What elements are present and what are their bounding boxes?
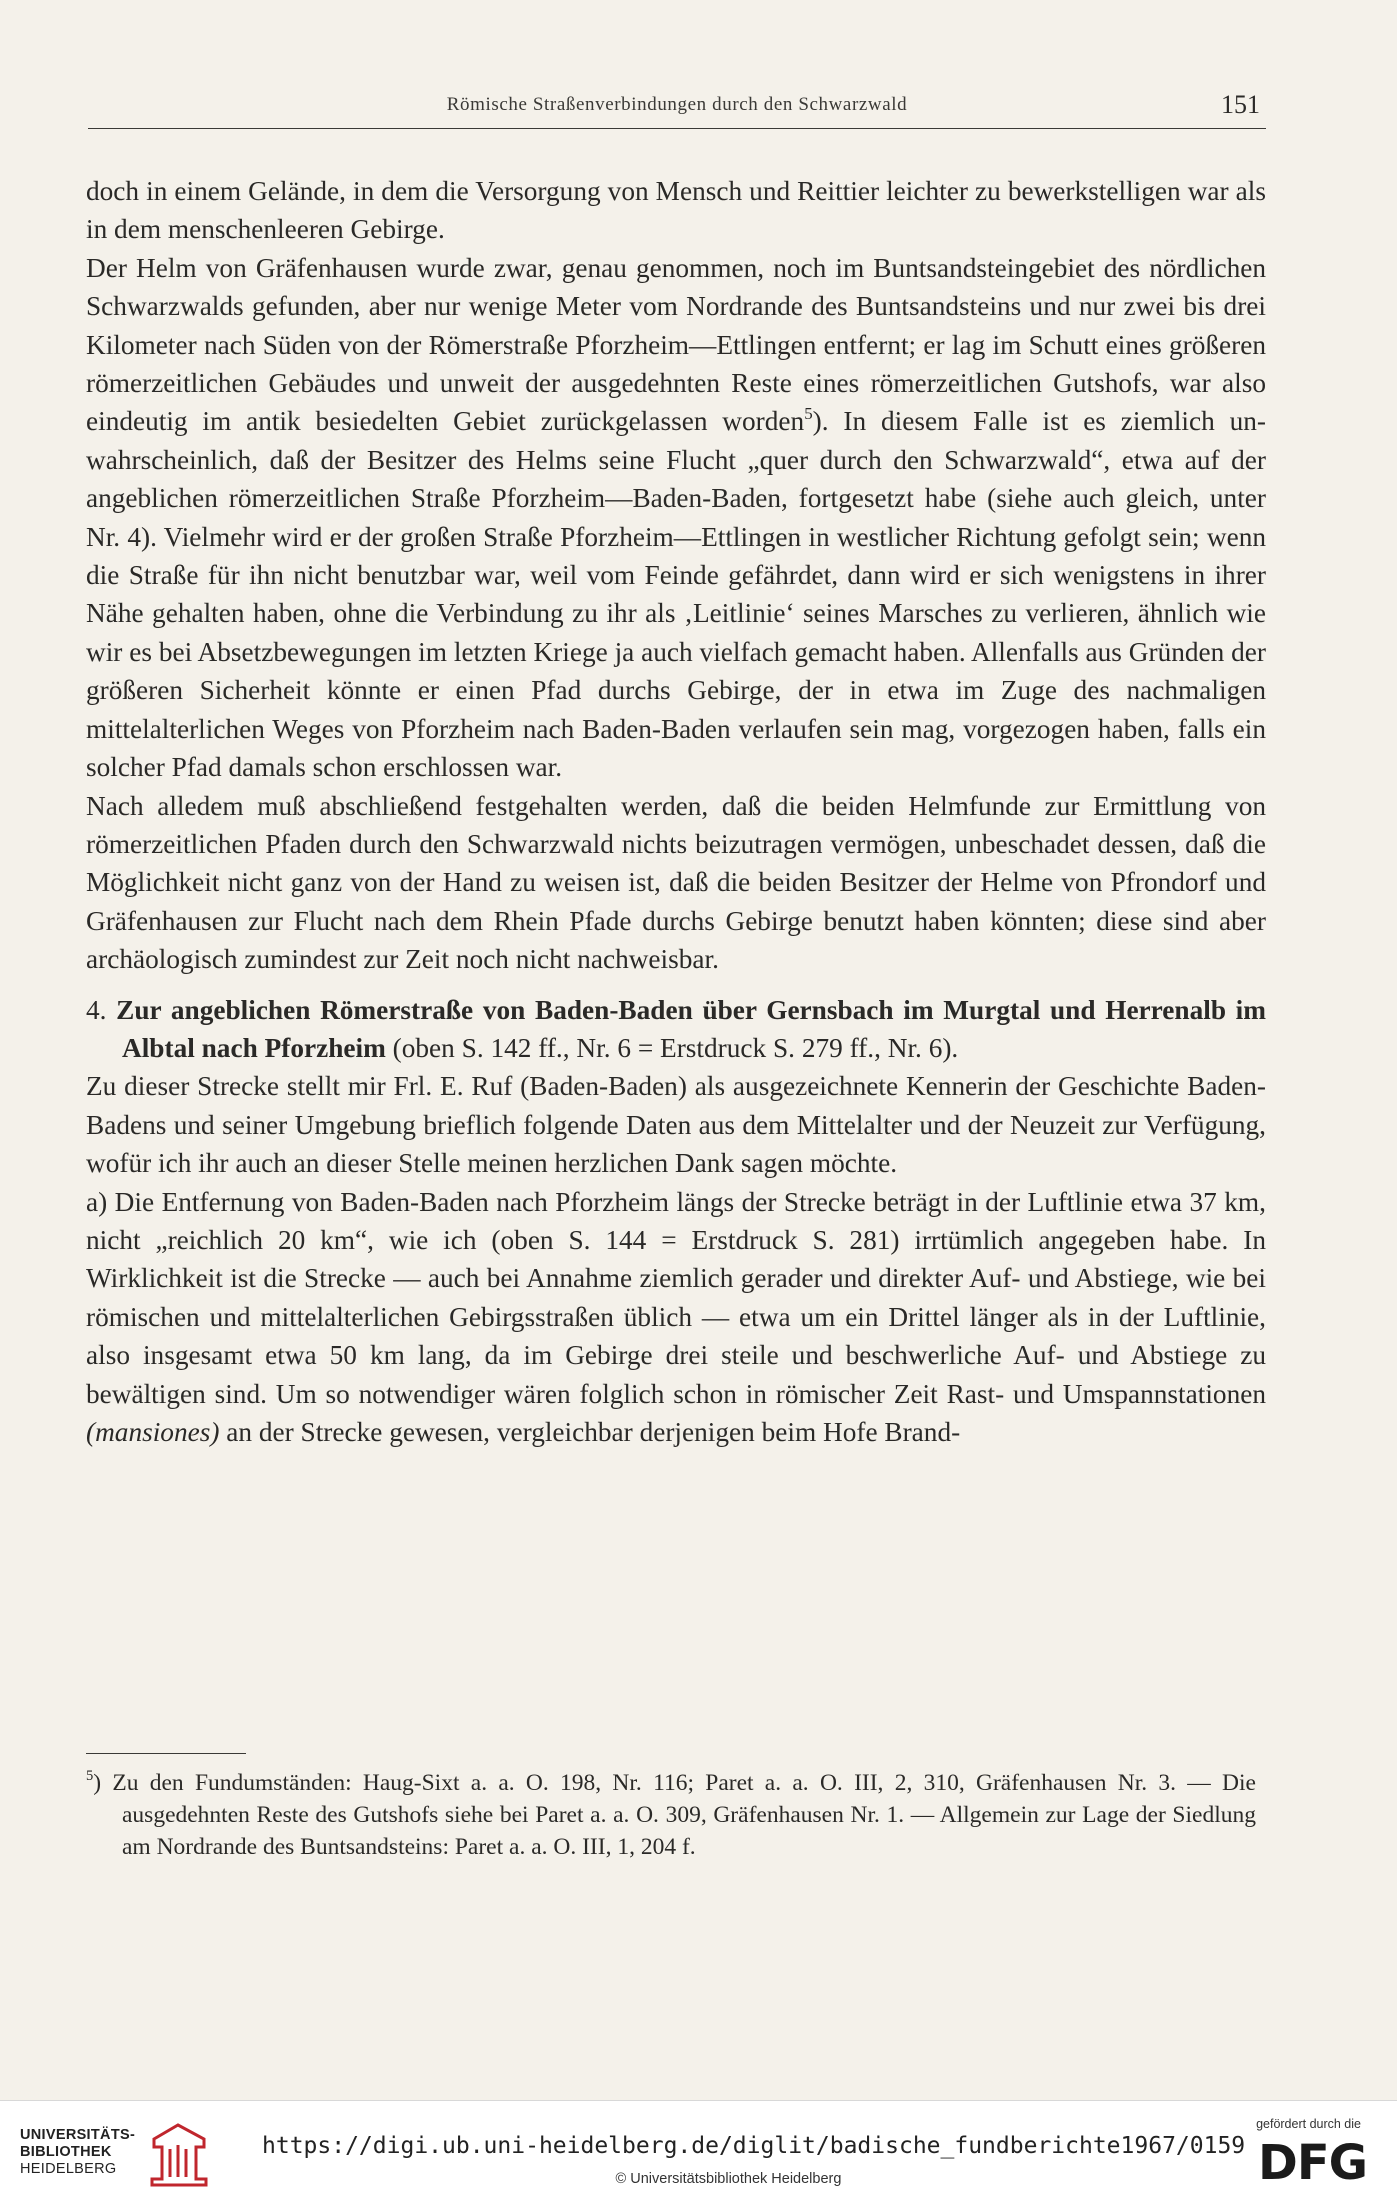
- footnote-text: ) Zu den Fundumständen: Haug-Sixt a. a. O. 198, Nr. 116; Paret a. a. O. III, 2, 310, Gräfenhausen Nr. 3. — Die ausgedehnten Reste des Gutshofs siehe bei Paret a. a. O. 309, Gräfenhausen Nr. 1. — Allgemein zur Lage der Siedlung am Nordrande des Buntsandsteins: Paret a. a. O. III, 1, 204 f.: [93, 1770, 1256, 1860]
- page-number: 151: [1221, 90, 1260, 119]
- section-heading: [86, 991, 1266, 1068]
- library-name-line: HEIDELBERG: [20, 2161, 117, 2177]
- paragraph: [86, 249, 1266, 787]
- footnote-divider: [86, 1753, 246, 1754]
- library-name-line: UNIVERSITÄTS-: [20, 2127, 136, 2143]
- paragraph-text: Der Helm von Gräfenhausen wurde zwar, genau genommen, noch im Buntsandsteingebiet des nördlichen Schwarzwalds gefunden, aber nur wenige Meter vom Nordrande des Buntsandsteins und nur zwei bis drei Kilometer nach Süden von der Römerstraße Pforzheim—Ettlingen entfernt; er lag im Schutt eines größeren römerzeitlichen Gebäudes und unweit der ausgedehnten Reste eines römerzeitlichen Gutshofs, war also eindeutig im antik besiedelten Gebiet zurückgelassen worden: [86, 252, 1266, 437]
- library-name-line: BIBLIOTHEK: [20, 2144, 112, 2160]
- dfg-logo[interactable]: DFG: [1257, 2135, 1367, 2191]
- funding-caption: gefördert durch die: [1256, 2117, 1361, 2131]
- body-text: [86, 172, 1266, 1451]
- footnote: [86, 1767, 1256, 1863]
- running-head: [88, 88, 1266, 129]
- paragraph-text: ). In diesem Falle ist es ziemlich unwahrscheinlich, daß der Besitzer des Helms seine Flucht „quer durch den Schwarzwald“, etwa auf der angeblichen römerzeitlichen Straße Pforzheim—Baden-Baden, fortgesetzt habe (siehe auch gleich, unter Nr. 4). Vielmehr wird er der großen Straße Pforzheim—Ettlingen in westlicher Richtung gefolgt sein; wenn die Straße für ihn nicht benutzbar war, weil vom Feinde gefährdet, dann wird er sich wenigstens in ihrer Nähe gehalten haben, ohne die Verbindung zu ihr als ‚Leitlinie‘ seines Marsches zu verlieren, ähnlich wie wir es bei Absetzbewegungen im letzten Kriege ja auch vielfach gemacht haben. Allenfalls aus Gründen der größeren Sicherheit könnte er einen Pfad durchs Gebirge, der in etwa im Zuge des nachmaligen mittelalterlichen Weges von Pforzheim nach Baden-Baden verlaufen sein mag, vorgezogen haben, falls ein solcher Pfad damals schon erschlossen war.: [86, 406, 1266, 783]
- digitization-footer: [0, 2100, 1397, 2205]
- copyright-notice: © Universitätsbibliothek Heidelberg: [615, 2171, 842, 2187]
- permalink-url[interactable]: https://digi.ub.uni-heidelberg.de/diglit/badische_fundberichte1967/0159: [262, 2133, 1246, 2159]
- paragraph: Nach alledem muß abschließend festgehalten werden, daß die beiden Helmfunde zur Ermittlung von römerzeitlichen Pfaden durch den Schwarzwald nichts beizutragen vermögen, unbeschadet dessen, daß die Möglichkeit nicht ganz von der Hand zu weisen ist, daß die beiden Besitzer der Helme von Pfrondorf und Gräfenhausen zur Flucht nach dem Rhein Pfade durchs Gebirge benutzt haben könnten; diese sind aber archäologisch zumindest zur Zeit noch nicht nachweisbar.: [86, 790, 1266, 975]
- italic-term: (mansiones): [86, 1417, 220, 1447]
- section-number: 4.: [86, 994, 107, 1025]
- paragraph-text: a) Die Entfernung von Baden-Baden nach Pforzheim längs der Strecke beträgt in der Luftlinie etwa 37 km, nicht „reichlich 20 km“, wie ich (oben S. 144 = Erstdruck S. 281) irrtümlich angegeben habe. In Wirklichkeit ist die Strecke — auch bei Annahme ziemlich gerader und direkter Auf- und Abstiege, wie bei römischen und mittelalterlichen Gebirgsstraßen üblich — etwa um ein Drittel länger als in der Luftlinie, also insgesamt etwa 50 km lang, da im Gebirge drei steile und beschwerliche Auf- und Abstiege zu bewältigen sind. Um so notwendiger wären folglich schon in römischer Zeit Rast- und Umspannstationen: [86, 1186, 1266, 1409]
- footnotes: [86, 1767, 1256, 1863]
- paragraph: Zu dieser Strecke stellt mir Frl. E. Ruf (Baden-Baden) als ausgezeichnete Kennerin der Geschichte Baden-Badens und seiner Umgebung brieflich folgende Daten aus dem Mittelalter und der Neuzeit zur Verfügung, wofür ich ihr auch an dieser Stelle meinen herzlichen Dank sagen möchte.: [86, 1071, 1266, 1179]
- footnote-marker: 5: [86, 1767, 94, 1784]
- paragraph: doch in einem Gelände, in dem die Versorgung von Mensch und Reittier leichter zu bewerkstelligen war als in dem menschenleeren Gebirge.: [86, 176, 1266, 245]
- section-reference: (oben S. 142 ff., Nr. 6 = Erstdruck S. 279 ff., Nr. 6).: [392, 1032, 959, 1063]
- paragraph: [86, 1183, 1266, 1452]
- footnote-reference[interactable]: 5: [804, 403, 813, 423]
- section-title: Zur angeblichen Römerstraße von Baden-Baden über Gernsbach im Murgtal und Herrenalb im Albtal nach Pforzheim: [116, 994, 1267, 1063]
- running-title: Römische Straßenverbindungen durch den Schwarzwald: [446, 94, 908, 115]
- paragraph-text: an der Strecke gewesen, vergleichbar derjenigen beim Hofe Brand-: [226, 1417, 961, 1447]
